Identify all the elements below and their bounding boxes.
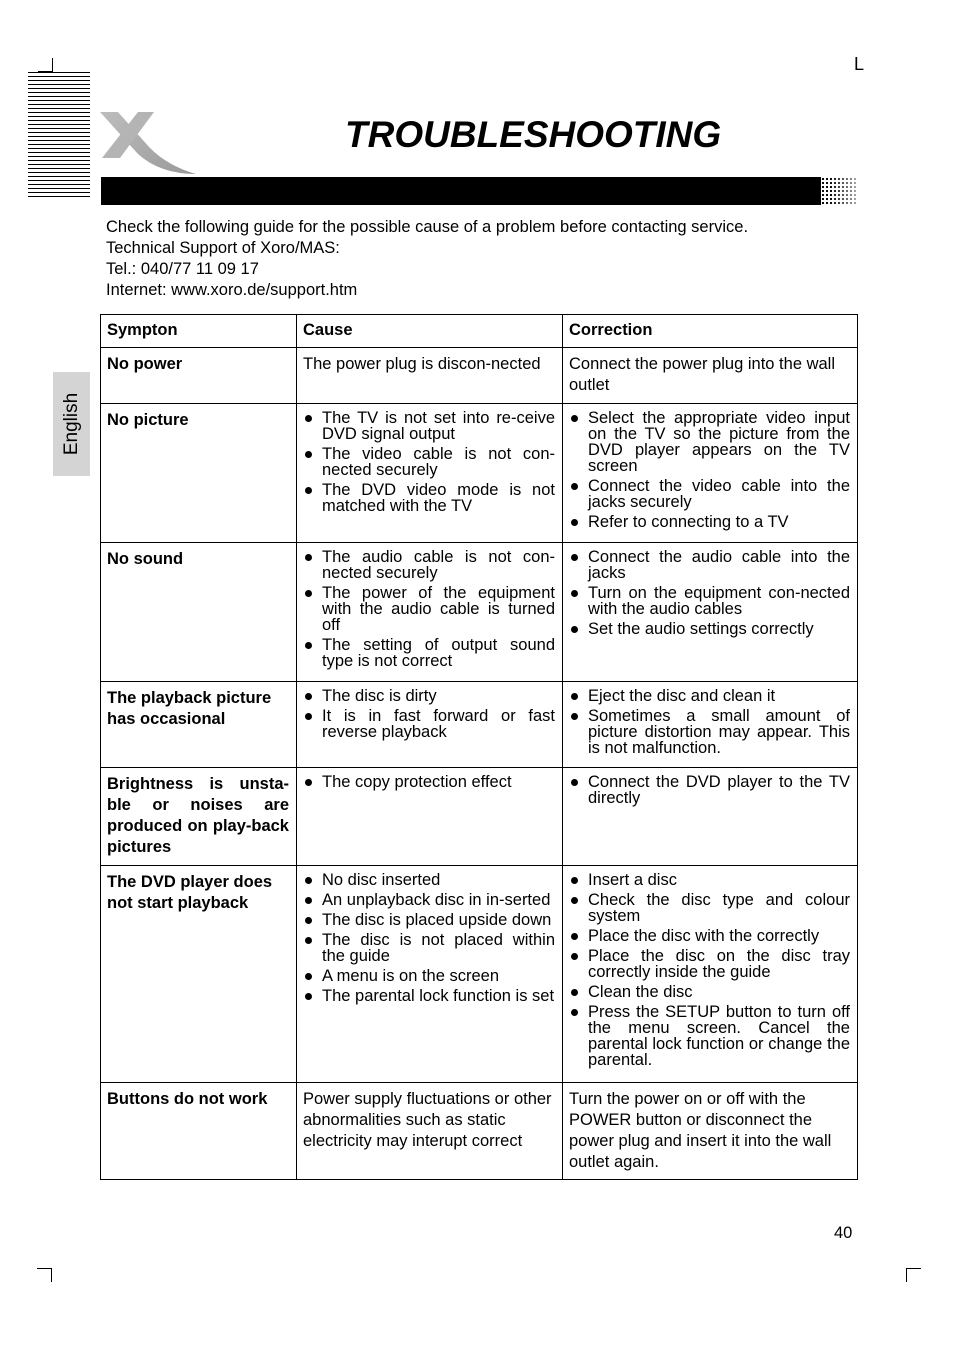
intro-line: Check the following guide for the possible cause of a problem before contacting service. [106,218,749,236]
symptom-cell: The DVD player does not start playback [101,866,297,1083]
list-item: An unplayback disc in in-serted [303,892,555,908]
list-item: Set the audio settings correctly [569,621,850,637]
cause-cell [297,866,563,1083]
symptom-cell: No power [101,348,297,404]
list-item: Connect the audio cable into the jacks [569,549,850,581]
cause-cell [297,768,563,866]
title-bar-dots [817,177,857,205]
correction-cell [563,404,858,543]
list-item: The setting of output sound type is not correct [303,637,555,669]
list-item: The video cable is not con-nected securely [303,446,555,478]
header-cause: Cause [297,315,563,348]
crop-mark-top-left [38,58,53,72]
intro-line: Technical Support of Xoro/MAS: [106,239,340,257]
crop-mark-bottom-right [906,1268,921,1282]
table-row [101,682,858,768]
intro-text [106,217,748,301]
cause-cell [297,543,563,682]
page-title: TROUBLESHOOTING [345,114,722,155]
list-item: Press the SETUP button to turn off the menu screen. Cancel the parental lock function or change the parental. [569,1004,850,1068]
header-symptom: Sympton [101,315,297,348]
list-item: Eject the disc and clean it [569,688,850,704]
table-row [101,543,858,682]
list-item: Connect the video cable into the jacks securely [569,478,850,510]
table-row [101,404,858,543]
list-item: The power of the equipment with the audio cable is turned off [303,585,555,633]
correction-cell [563,682,858,768]
correction-cell: Turn the power on or off with the POWER button or disconnect the power plug and insert it into the wall outlet again. [563,1083,858,1180]
list-item: The copy protection effect [303,774,555,790]
correction-cell [563,768,858,866]
table-header-row [101,315,858,348]
language-tab [53,372,90,476]
troubleshooting-table [100,314,858,1180]
cause-cell: Power supply fluctuations or other abnormalities such as static electricity may interupt correct [297,1083,563,1180]
list-item: The TV is not set into re-ceive DVD signal output [303,410,555,442]
list-item: Clean the disc [569,984,850,1000]
list-item: It is in fast forward or fast reverse playback [303,708,555,740]
list-item: Turn on the equipment con-nected with the audio cables [569,585,850,617]
symptom-cell: Buttons do not work [101,1083,297,1180]
list-item: Refer to connecting to a TV [569,514,850,530]
correction-cell: Connect the power plug into the wall outlet [563,348,858,404]
list-item: The audio cable is not con-nected securely [303,549,555,581]
list-item: The parental lock function is set [303,988,555,1004]
correction-cell [563,543,858,682]
table-row [101,1083,858,1180]
list-item: Check the disc type and colour system [569,892,850,924]
list-item: Sometimes a small amount of picture distortion may appear. This is not malfunction. [569,708,850,756]
cause-cell: The power plug is discon-nected [297,348,563,404]
list-item: The DVD video mode is not matched with the TV [303,482,555,514]
list-item: Insert a disc [569,872,850,888]
list-item: Place the disc on the disc tray correctly inside the guide [569,948,850,980]
intro-line: Internet: www.xoro.de/support.htm [106,281,358,299]
list-item: Connect the DVD player to the TV directly [569,774,850,806]
correction-cell [563,866,858,1083]
symptom-cell: No picture [101,404,297,543]
list-item: The disc is placed upside down [303,912,555,928]
list-item: The disc is not placed within the guide [303,932,555,964]
page-number: 40 [834,1224,853,1242]
cause-cell [297,404,563,543]
title-bar [101,177,821,205]
intro-line: Tel.: 040/77 11 09 17 [106,260,259,278]
cause-cell [297,682,563,768]
crop-mark-bottom-left [37,1268,52,1282]
list-item: Select the appropriate video input on the TV so the picture from the DVD player appears on the TV screen [569,410,850,474]
language-tab-label: English [60,392,82,456]
symptom-cell: No sound [101,543,297,682]
symptom-cell: Brightness is unsta-ble or noises are produced on play-back pictures [101,768,297,866]
corner-mark-top-right: L [854,54,865,74]
symptom-cell: The playback picture has occasional [101,682,297,768]
table-row [101,348,858,404]
list-item: No disc inserted [303,872,555,888]
table-row [101,768,858,866]
list-item: Place the disc with the correctly [569,928,850,944]
list-item: A menu is on the screen [303,968,555,984]
header-correction: Correction [563,315,858,348]
xoro-logo [98,108,198,176]
decorative-stripes [28,72,90,200]
table-row [101,866,858,1083]
list-item: The disc is dirty [303,688,555,704]
